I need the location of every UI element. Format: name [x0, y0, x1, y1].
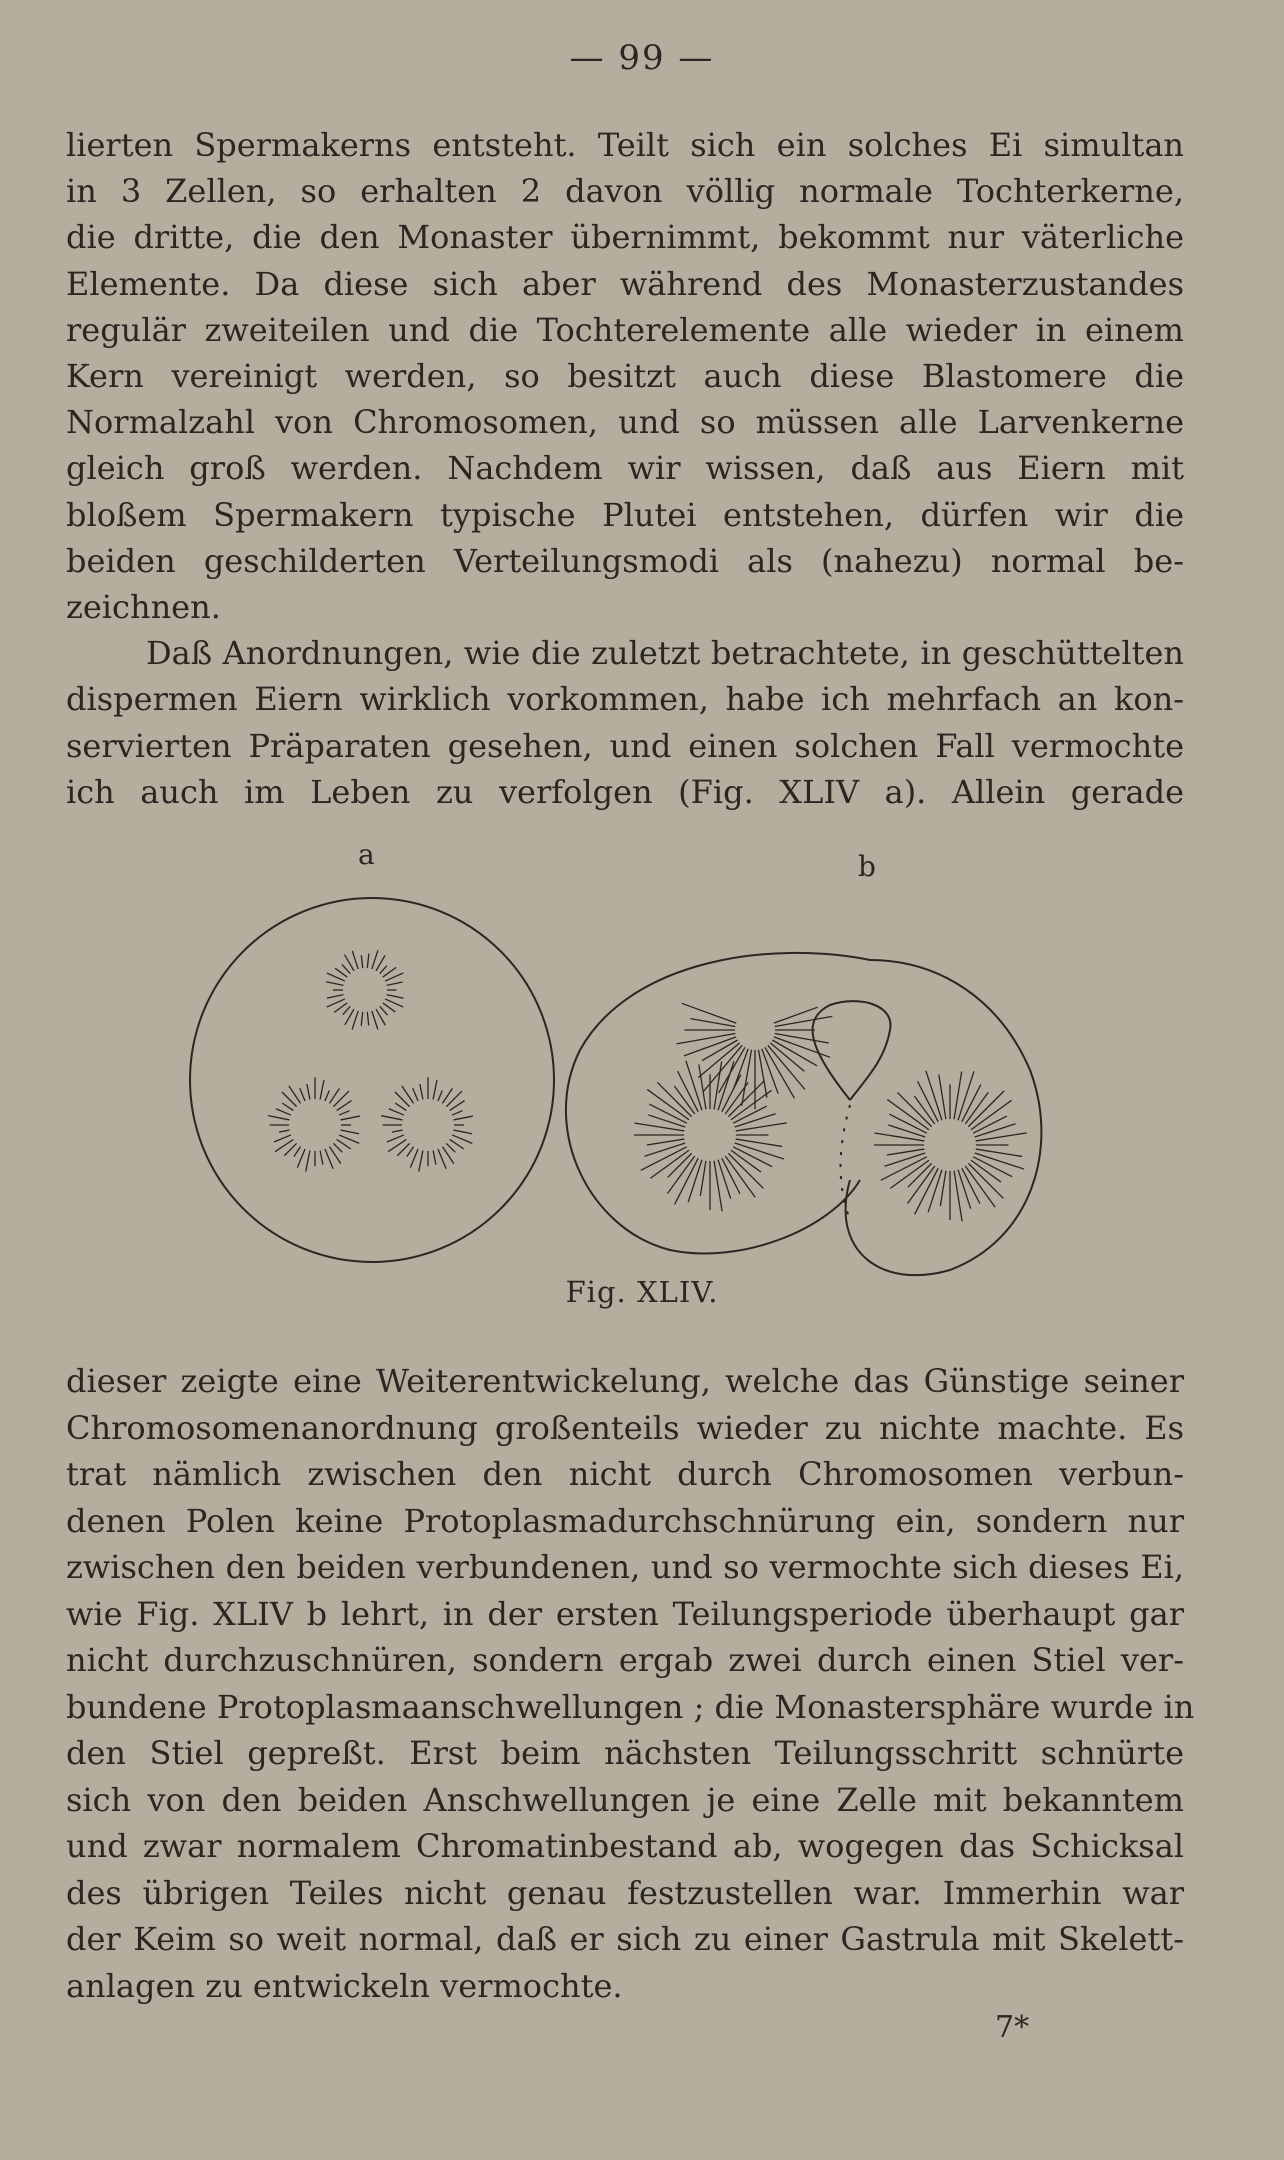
text-block-bottom	[66, 1358, 1195, 2009]
figure-label-b: b	[858, 850, 876, 883]
figure-b-aster-upper	[676, 1003, 832, 1109]
text-line: gleich groß werden. Nachdem wir wissen, daß aus Eiern mit	[66, 449, 1184, 488]
page-number: — 99 —	[569, 38, 715, 78]
text-line: zeichnen.	[66, 588, 221, 627]
figure-label-a: a	[358, 838, 375, 871]
figure-xliv	[150, 830, 1140, 1330]
text-block-top	[66, 122, 1184, 815]
text-line: dieser zeigte eine Weiterentwickelung, welche das Günstige seiner	[66, 1362, 1184, 1400]
text-line: Normalzahl von Chromosomen, und so müssen alle Larvenkerne	[66, 403, 1184, 442]
paragraph-1	[66, 122, 1184, 630]
figure-b-aster-right-lobe	[874, 1071, 1027, 1221]
text-line: lierten Spermakerns entsteht. Teilt sich ein solches Ei simultan	[66, 126, 1184, 164]
text-line: wie Fig. XLIV b lehrt, in der ersten Teilungsperiode überhaupt gar	[66, 1594, 1184, 1633]
figure-b-left-lobe	[566, 953, 870, 1254]
figure-caption: Fig. XLIV.	[565, 1275, 719, 1309]
figure-a-aster-top	[326, 950, 403, 1029]
text-line: sich von den beiden Anschwellungen je eine Zelle mit bekanntem	[66, 1780, 1184, 1819]
text-line: der Keim so weit normal, daß er sich zu einer Gastrula mit Skelett-	[66, 1920, 1184, 1958]
text-line: anlagen zu entwickeln vermochte.	[66, 1966, 623, 2005]
text-line: den Stiel gepreßt. Erst beim nächsten Teilungsschritt schnürte	[66, 1734, 1184, 1772]
text-line: bundene Protoplasmaanschwellungen ; die Monastersphäre wurde in	[66, 1687, 1195, 1726]
figure-a-cell-outline	[190, 898, 554, 1262]
signature-mark: 7*	[995, 2010, 1030, 2045]
text-line: die dritte, die den Monaster übernimmt, bekommt nur väterliche	[66, 218, 1184, 257]
text-line: servierten Präparaten gesehen, und einen solchen Fall vermochte	[66, 726, 1184, 765]
figure-b-right-lobe	[846, 960, 1042, 1275]
text-line: Daß Anordnungen, wie die zuletzt betrachtete, in geschüttelten	[146, 634, 1184, 673]
text-line: Elemente. Da diese sich aber während des Monasterzustandes	[66, 264, 1184, 303]
text-line: beiden geschilderten Verteilungsmodi als (nahezu) normal be-	[66, 541, 1184, 580]
text-line: Kern vereinigt werden, so besitzt auch diese Blastomere die	[66, 357, 1184, 396]
text-line: trat nämlich zwischen den nicht durch Chromosomen verbun-	[66, 1455, 1184, 1493]
text-line: regulär zweiteilen und die Tochterelemente alle wieder in einem	[66, 310, 1184, 349]
text-line: dispermen Eiern wirklich vorkommen, habe ich mehrfach an kon-	[66, 680, 1184, 719]
text-line: ich auch im Leben zu verfolgen (Fig. XLIV a). Allein gerade	[66, 772, 1184, 811]
figure-a-aster-left	[268, 1077, 360, 1171]
paragraph-2	[66, 630, 1184, 815]
text-line: Chromosomenanordnung großenteils wieder zu nichte machte. Es	[66, 1408, 1184, 1447]
text-line: bloßem Spermakern typische Plutei entstehen, dürfen wir die	[66, 495, 1184, 534]
text-line: des übrigen Teiles nicht genau festzustellen war. Immerhin war	[66, 1873, 1184, 1912]
paragraph-3	[66, 1358, 1195, 2009]
text-line: in 3 Zellen, so erhalten 2 davon völlig normale Tochterkerne,	[66, 172, 1184, 211]
figure-a-aster-right	[381, 1077, 473, 1171]
text-line: und zwar normalem Chromatinbestand ab, wogegen das Schicksal	[66, 1827, 1184, 1865]
figure-drawing	[150, 880, 1140, 1320]
figure-b-stalk-loop	[813, 1001, 891, 1100]
text-line: denen Polen keine Protoplasmadurchschnürung ein, sondern nur	[66, 1501, 1184, 1540]
text-line: zwischen den beiden verbundenen, und so vermochte sich dieses Ei,	[66, 1548, 1184, 1586]
text-line: nicht durchzuschnüren, sondern ergab zwei durch einen Stiel ver-	[66, 1641, 1184, 1679]
